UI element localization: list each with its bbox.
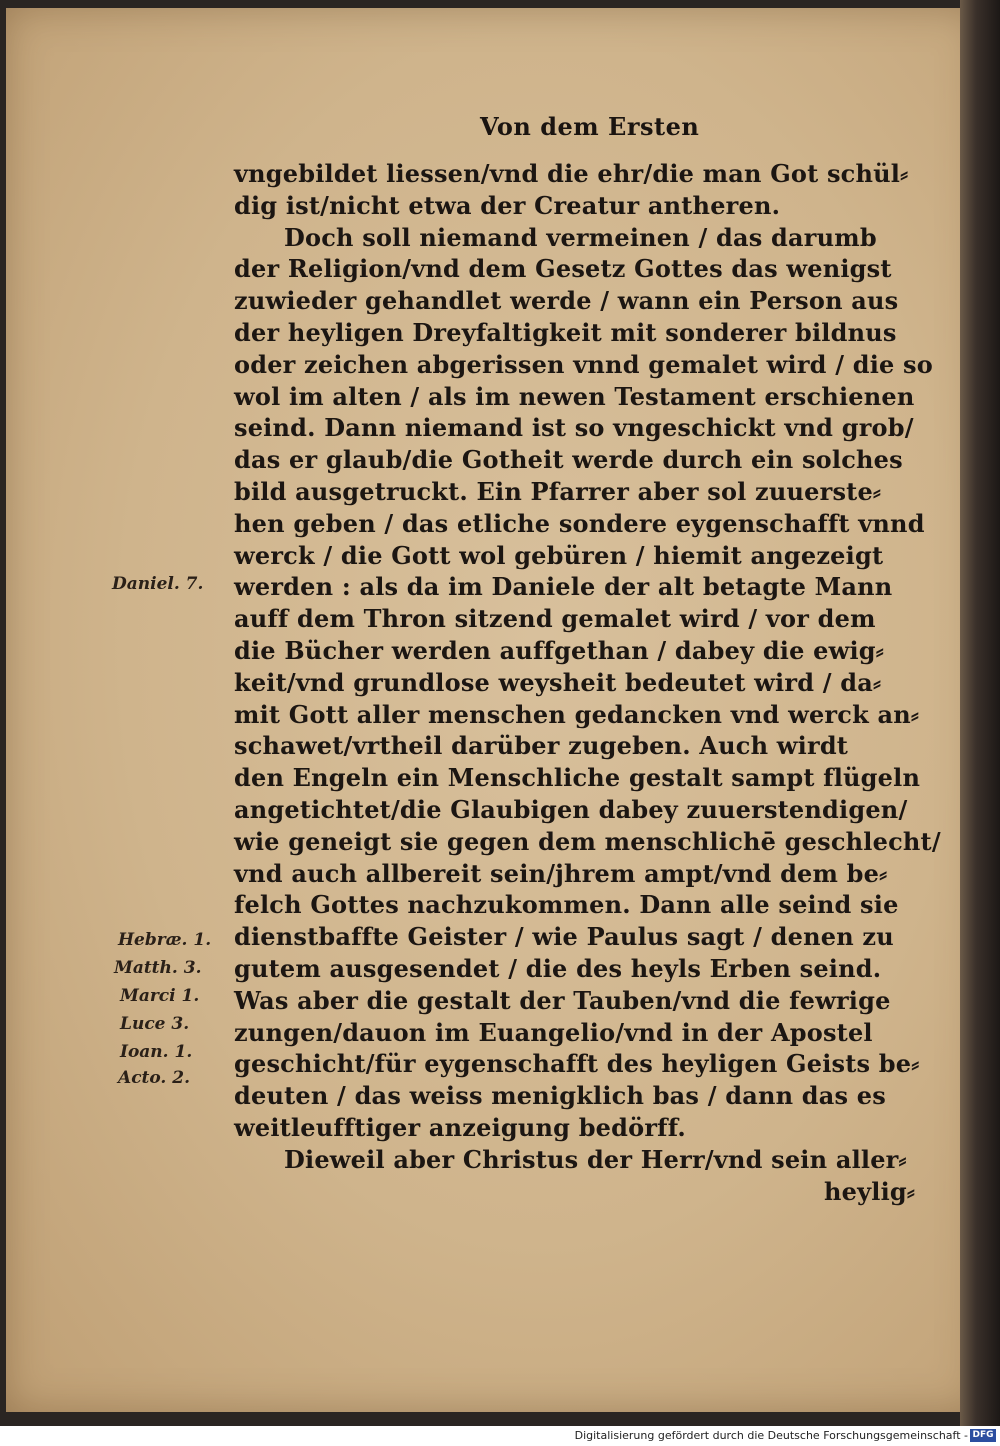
text-line: werck / die Gott wol gebüren / hiemit angezeigt <box>234 540 884 570</box>
text-line: vngebildet liessen/vnd die ehr/die man Got schül⸗ <box>234 159 909 188</box>
text-line: Doch soll niemand vermeinen / das darumb <box>284 222 877 252</box>
catchword: heylig⸗ <box>824 1176 916 1206</box>
text-line: Dieweil aber Christus der Herr/vnd sein aller⸗ <box>284 1144 907 1174</box>
text-line: schawet/vrtheil darüber zugeben. Auch wirdt <box>234 731 849 761</box>
text-line: Was aber die gestalt der Tauben/vnd die fewrige <box>234 985 891 1015</box>
text-line: angetichtet/die Glaubigen dabey zuuerstendigen/ <box>234 794 908 824</box>
text-line: vnd auch allbereit sein/jhrem ampt/vnd dem be⸗ <box>234 858 888 888</box>
body-text <box>234 158 941 1207</box>
text-line: auff dem Thron sitzend gemalet wird / vor dem <box>234 604 876 634</box>
text-line: geschicht/für eygenschafft des heyligen Geists be⸗ <box>234 1049 920 1079</box>
marginal-note-hebrews: Hebræ. 1. <box>118 930 212 950</box>
text-line: werden : als da im Daniele der alt betagte Mann <box>234 572 893 602</box>
marginal-note-acts: Acto. 2. <box>118 1068 191 1088</box>
marginal-note-mark: Marci 1. <box>120 986 200 1006</box>
text-line: gutem ausgesendet / die des heyls Erben seind. <box>234 953 882 983</box>
marginal-note-luke: Luce 3. <box>120 1014 190 1034</box>
text-line: weitleufftiger anzeigung bedörff. <box>234 1112 686 1142</box>
text-line: oder zeichen abgerissen vnnd gemalet wird / die so <box>234 349 933 379</box>
text-line: felch Gottes nachzukommen. Dann alle seind sie <box>234 890 899 920</box>
text-line: zuwieder gehandlet werde / wann ein Person aus <box>234 286 899 316</box>
marginal-note-daniel: Daniel. 7. <box>112 574 204 594</box>
marginal-note-matthew: Matth. 3. <box>114 958 202 978</box>
text-line: zungen/dauon im Euangelio/vnd in der Apostel <box>234 1017 873 1047</box>
text-line: den Engeln ein Menschliche gestalt sampt flügeln <box>234 763 921 793</box>
text-line: seind. Dann niemand ist so vngeschickt vnd grob/ <box>234 413 914 443</box>
text-line: deuten / das weiss menigklich bas / dann das es <box>234 1081 886 1111</box>
text-line: dienstbaffte Geister / wie Paulus sagt / denen zu <box>234 922 894 952</box>
text-line: wol im alten / als im newen Testament erschienen <box>234 381 915 411</box>
digitization-footer <box>0 1426 1000 1446</box>
text-line: wie geneigt sie gegen dem menschlichē geschlecht/ <box>234 826 941 856</box>
text-line: bild ausgetruckt. Ein Pfarrer aber sol zuuerste⸗ <box>234 476 882 506</box>
text-line: hen geben / das etliche sondere eygenschafft vnnd <box>234 508 925 538</box>
text-line: das er glaub/die Gotheit werde durch ein solches <box>234 445 903 475</box>
book-spine <box>960 0 1000 1426</box>
running-head: Von dem Ersten <box>480 112 700 141</box>
text-line: der Religion/vnd dem Gesetz Gottes das wenigst <box>234 254 892 284</box>
text-line: mit Gott aller menschen gedancken vnd werck an⸗ <box>234 699 920 729</box>
text-line: dig ist/nicht etwa der Creatur antheren. <box>234 190 781 220</box>
footer-credit: Digitalisierung gefördert durch die Deutsche Forschungsgemeinschaft - <box>574 1429 968 1442</box>
marginal-note-john: Ioan. 1. <box>120 1042 193 1062</box>
text-line: keit/vnd grundlose weysheit bedeutet wird / da⸗ <box>234 667 882 697</box>
text-line: der heyligen Dreyfaltigkeit mit sonderer bildnus <box>234 317 897 347</box>
text-line: die Bücher werden auffgethan / dabey die ewig⸗ <box>234 635 884 665</box>
dfg-logo-icon: DFG <box>970 1429 996 1442</box>
